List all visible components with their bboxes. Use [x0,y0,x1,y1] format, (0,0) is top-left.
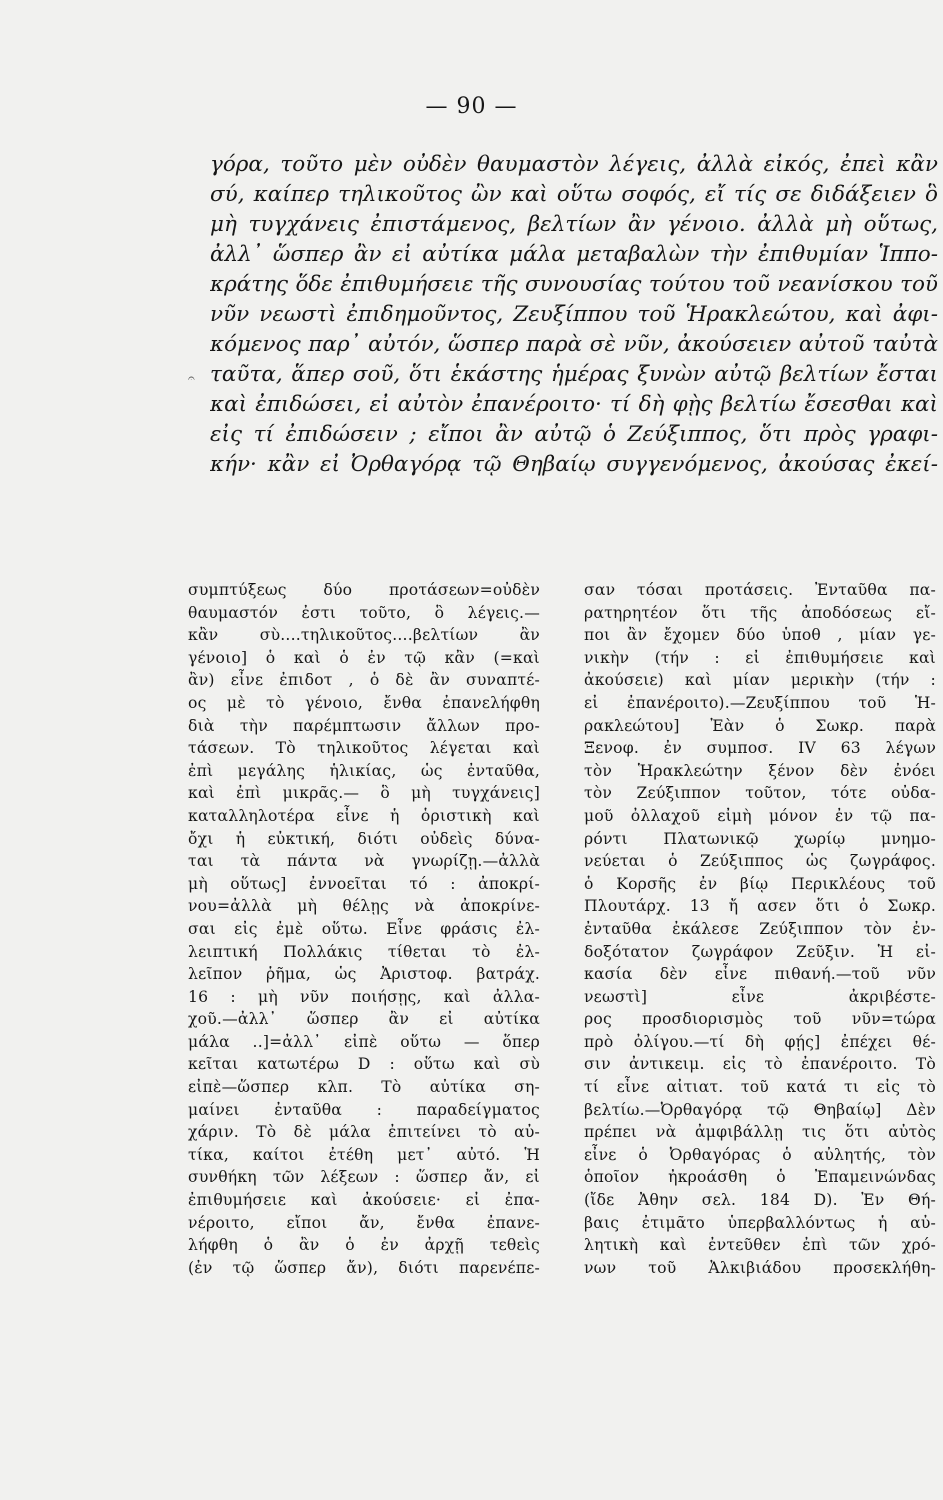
note-line: νου=ἀλλὰ μὴ θέλῃς νὰ ἀποκρίνε- [188,897,540,916]
note-line: διὰ τὴν παρέμπτωσιν ἄλλων προ- [188,716,540,735]
note-line: νικὴν (τήν : εἰ ἐπιθυμήσειε καὶ [584,648,936,667]
note-line: βαις ἐτιμᾶτο ὑπερβαλλόντως ἡ αὐ- [584,1213,936,1232]
note-line: γένοιο] ὁ καὶ ὁ ἐν τῷ κἂν (=καὶ [188,648,540,667]
main-text-line: εἰς τί ἐπιδώσειν ; εἴποι ἂν αὐτῷ ὁ Ζεύξιππος, ὅτι πρὸς γραφι- [210,422,938,447]
note-line: ἀκούσειε) καὶ μίαν μερικὴν (τήν : [584,671,936,690]
note-line: θαυμαστόν ἐστι τοῦτο, ὃ λέγεις.— [188,603,540,622]
note-line: σαν τόσαι προτάσεις. Ἐνταῦθα πα- [584,581,936,599]
note-line: μὴ οὕτως] ἐννοεῖται τό : ἀποκρί- [188,874,540,893]
page-number: — 90 — [425,94,518,119]
note-line: ρος προσδιορισμὸς τοῦ νῦν=τώρα [584,1010,936,1029]
note-line: συμπτύξεως δύο προτάσεων=οὐδὲν [188,581,540,599]
note-line: 16 : μὴ νῦν ποιήσῃς, καὶ ἀλλα- [188,987,540,1006]
note-line: κεῖται κατωτέρω D : οὕτω καὶ σὺ [188,1055,540,1074]
note-line: συνθήκη τῶν λέξεων : ὥσπερ ἄν, εἰ [188,1168,540,1187]
note-line: Ξενοφ. ἐν συμποσ. IV 63 λέγων [584,739,936,758]
note-line: ὁ Κορσῆς ἐν βίῳ Περικλέους τοῦ [584,874,936,893]
note-line: ος μὲ τὸ γένοιο, ἔνθα ἐπανελήφθη [188,693,540,712]
note-line: τάσεων. Τὸ τηλικοῦτος λέγεται καὶ [188,739,540,758]
note-line: καὶ ἐπὶ μικρᾶς.— ὃ μὴ τυγχάνεις] [188,784,540,803]
note-line: λήφθη ὁ ἂν ὁ ἐν ἀρχῇ τεθεὶς [188,1236,540,1255]
note-line: εἰ ἐπανέροιτο).—Ζευξίππου τοῦ Ἡ- [584,693,936,712]
note-line: νέροιτο, εἴποι ἄν, ἔνθα ἐπανε- [188,1213,540,1232]
note-line: δοξότατον ζωγράφον Ζεῦξιν. Ἡ εἰ- [584,942,936,961]
note-line: τί εἶνε αἰτιατ. τοῦ κατά τι εἰς τὸ [584,1078,936,1097]
note-line: νεύεται ὁ Ζεύξιππος ὡς ζωγράφος. [584,852,936,871]
note-line: κασία δὲν εἶνε πιθανή.—τοῦ νῦν [584,965,936,984]
note-line: ἐνταῦθα ἐκάλεσε Ζεύξιππον τὸν ἐν- [584,919,936,938]
note-line: ρατηρητέον ὅτι τῆς ἀποδόσεως εἴ- [584,603,936,622]
main-text-line: νῦν νεωστὶ ἐπιδημοῦντος, Ζευξίππου τοῦ Ἡρακλεώτου, καὶ ἀφι- [210,302,938,327]
main-text-line: καὶ ἐπιδώσει, εἰ αὐτὸν ἐπανέροιτο· τί δὴ φῂς βελτίω ἔσεσθαι καὶ [210,392,938,417]
note-line: ποι ἂν ἔχομεν δύο ὑποθ , μίαν γε- [584,626,936,645]
note-line: τίκα, καίτοι ἐτέθη μετ᾽ αὐτό. Ἡ [188,1145,540,1164]
note-line: βελτίω.—Ὀρθαγόρᾳ τῷ Θηβαίῳ] Δὲν [584,1100,936,1119]
main-text-line: κόμενος παρ᾽ αὐτόν, ὥσπερ παρὰ σὲ νῦν, ἀκούσειεν αὐτοῦ ταὐτὰ [210,332,938,357]
note-line: νεωστὶ] εἶνε ἀκριβέστε- [584,987,936,1006]
note-line: πρὸ ὀλίγου.—τί δὴ φῄς] ἐπέχει θέ- [584,1032,936,1051]
main-text [210,150,938,480]
note-line: κἂν σὺ....τηλικοῦτος....βελτίων ἂν [188,626,540,645]
note-line: καταλληλοτέρα εἶνε ἡ ὁριστικὴ καὶ [188,806,540,825]
note-line: μοῦ ὀλλαχοῦ εἰμὴ μόνον ἐν τῷ πα- [584,806,936,825]
note-line: πρέπει νὰ ἀμφιβάλλῃ τις ὅτι αὐτὸς [584,1123,936,1142]
note-line: ὁποῖον ἠκροάσθη ὁ Ἐπαμεινώνδας [584,1168,936,1187]
main-text-line: ἀλλ᾽ ὥσπερ ἂν εἰ αὐτίκα μάλα μεταβαλὼν τὴν ἐπιθυμίαν Ἱππο- [210,242,938,267]
notes-left-column [188,579,540,1279]
note-line: εἶνε ὁ Ὀρθαγόρας ὁ αὐλητής, τὸν [584,1145,936,1164]
note-line: τὸν Ζεύξιππον τοῦτον, τότε οὐδα- [584,784,936,803]
note-line: σαι εἰς ἐμὲ οὕτω. Εἶνε φράσις ἐλ- [188,919,540,938]
note-line: (ἐν τῷ ὥσπερ ἄν), διότι παρενέπε- [188,1258,540,1277]
margin-mark: 𝄐 [188,371,195,385]
note-line: νων τοῦ Ἀλκιβιάδου προσεκλήθη- [584,1258,936,1277]
note-line: μαίνει ἐνταῦθα : παραδείγματος [188,1100,540,1119]
note-line: τὸν Ἡρακλεώτην ξένον δὲν ἐνόει [584,761,936,780]
main-text-line: γόρα, τοῦτο μὲν οὐδὲν θαυμαστὸν λέγεις, ἀλλὰ εἰκός, ἐπεὶ κἂν [210,152,938,177]
note-line: ὄχι ἡ εὐκτική, διότι οὐδεὶς δύνα- [188,829,540,848]
note-line: ρακλεώτου] Ἐὰν ὁ Σωκρ. παρὰ [584,716,936,735]
main-text-line: κράτης ὅδε ἐπιθυμήσειε τῆς συνουσίας τούτου τοῦ νεανίσκου τοῦ [210,272,938,297]
note-line: χοῦ.—ἀλλ᾽ ὥσπερ ἂν εἰ αὐτίκα [188,1010,540,1029]
note-line: λητικὴ καὶ ἐντεῦθεν ἐπὶ τῶν χρό- [584,1236,936,1255]
note-line: ἐπιθυμήσειε καὶ ἀκούσειε· εἰ ἐπα- [188,1191,540,1210]
notes-right-column [584,579,936,1279]
note-line: μάλα ..]=ἀλλ᾽ εἰπὲ οὕτω — ὅπερ [188,1032,540,1051]
main-text-line: μὴ τυγχάνεις ἐπιστάμενος, βελτίων ἂν γένοιο. ἀλλὰ μὴ οὕτως, [210,212,938,237]
main-text-line: σύ, καίπερ τηλικοῦτος ὢν καὶ οὕτω σοφός, εἴ τίς σε διδάξειεν ὃ [210,182,938,207]
note-line: χάριν. Τὸ δὲ μάλα ἐπιτείνει τὸ αὐ- [188,1123,540,1142]
main-text-line: ταῦτα, ἅπερ σοῦ, ὅτι ἑκάστης ἡμέρας ξυνὼν αὐτῷ βελτίων ἔσται [210,362,938,387]
note-line: ρόντι Πλατωνικῷ χωρίῳ μνημο- [584,829,936,848]
note-line: ται τὰ πάντα νὰ γνωρίζῃ.—ἀλλὰ [188,852,540,871]
note-line: σιν ἀντικειμ. εἰς τὸ ἐπανέροιτο. Τὸ [584,1055,936,1074]
main-text-line: κήν· κἂν εἰ Ὀρθαγόρᾳ τῷ Θηβαίῳ συγγενόμενος, ἀκούσας ἐκεί- [210,452,938,477]
note-line: ἐπὶ μεγάλης ἡλικίας, ὡς ἐνταῦθα, [188,761,540,780]
note-line: (ἴδε Ἀθην σελ. 184 D). Ἐν Θή- [584,1191,936,1210]
note-line: εἰπὲ—ὥσπερ κλπ. Τὸ αὐτίκα ση- [188,1078,540,1097]
note-line: ἂν) εἶνε ἐπιδοτ , ὁ δὲ ἂν συναπτέ- [188,671,540,690]
note-line: λεῖπον ῥῆμα, ὡς Ἀριστοφ. βατράχ. [188,965,540,984]
note-line: Πλουτάρχ. 13 ἤ ασεν ὅτι ὁ Σωκρ. [584,897,936,916]
note-line: λειπτική Πολλάκις τίθεται τὸ ἐλ- [188,942,540,961]
